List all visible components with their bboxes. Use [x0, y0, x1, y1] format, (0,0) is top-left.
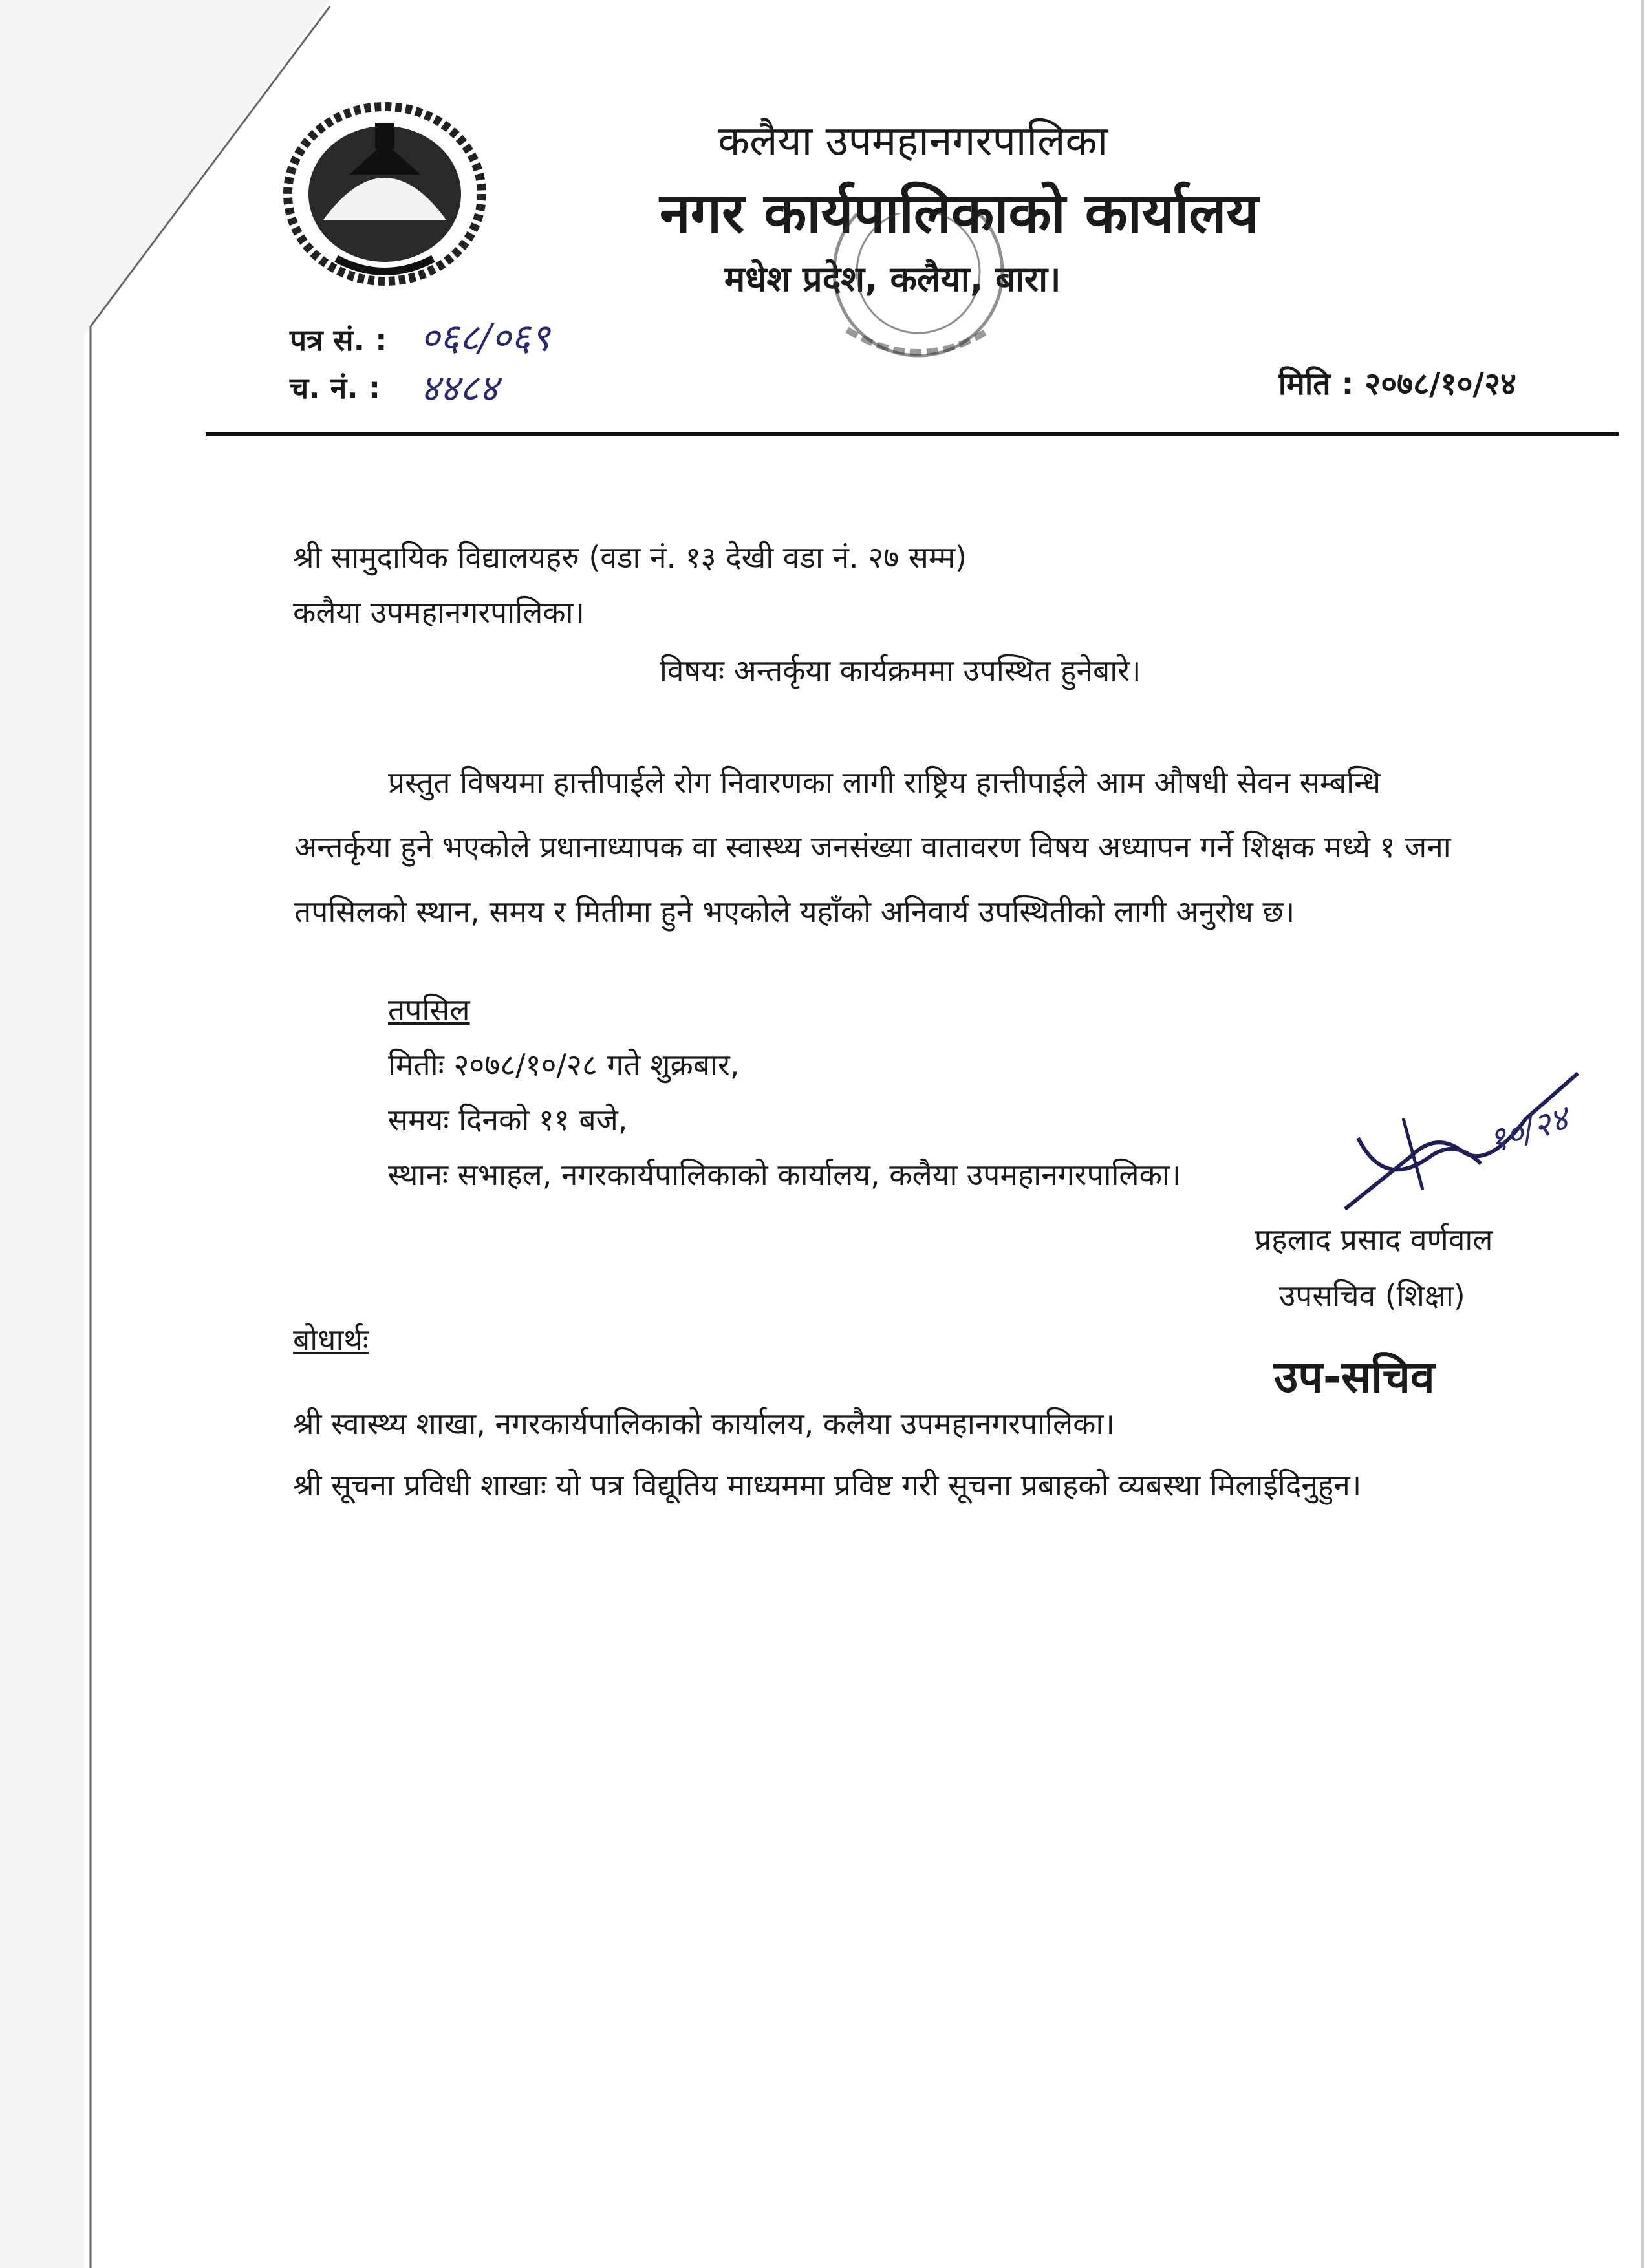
letter-no-label: पत्र सं. :	[290, 323, 387, 358]
body-line-2: अन्तर्कृया हुने भएकोले प्रधानाध्यापक वा स्वास्थ्य जनसंख्या वातावरण विषय अध्यापन गर्ने शिक्षक मध्ये १ जना	[294, 829, 1451, 864]
date-value: २०७८/१०/२४	[1364, 366, 1516, 402]
body-line-1: प्रस्तुत विषयमा हात्तीपाईले रोग निवारणका लागी राष्ट्रिय हात्तीपाईले आम औषधी सेवन सम्बन्धि	[388, 765, 1381, 800]
cc-heading: बोधार्थः	[293, 1322, 369, 1357]
header-office: नगर कार्यपालिकाको कार्यालय	[660, 181, 1259, 246]
handwritten-signature	[1332, 1060, 1604, 1228]
signatory-title-stamp: उप-सचिव	[1274, 1352, 1435, 1403]
date-label: मिति :	[1278, 366, 1354, 402]
header-municipality: कलैया उपमहानगरपालिका	[718, 118, 1108, 166]
recipient-line-2: कलैया उपमहानगरपालिका।	[293, 595, 585, 630]
header-divider	[206, 432, 1619, 436]
letter-date	[1278, 362, 1516, 404]
details-heading: तपसिल	[388, 992, 470, 1027]
signatory-designation: उपसचिव (शिक्षा)	[1279, 1278, 1465, 1313]
header-address: मधेश प्रदेश, कलैया, बारा।	[724, 259, 1061, 299]
signature-date-note: १०/२४	[1483, 1098, 1573, 1161]
dispatch-no-value: ४४८४	[420, 366, 499, 410]
cc-line-2: श्री सूचना प्रविधी शाखाः यो पत्र विद्यूतिय माध्यममा प्रविष्ट गरी सूचना प्रबाहको व्यबस्था मिलाईदिनुहुन।	[293, 1468, 1362, 1503]
details-date: मितीः २०७८/१०/२८ गते शुक्रबार,	[388, 1047, 740, 1082]
body-paragraph	[294, 750, 1542, 944]
letter-no-value: ०६८/०६९	[420, 316, 550, 359]
cc-line-1: श्री स्वास्थ्य शाखा, नगरकार्यपालिकाको कार्यालय, कलैया उपमहानगरपालिका।	[293, 1406, 1115, 1441]
body-line-3: तपसिलको स्थान, समय र मितीमा हुने भएकोले यहाँको अनिवार्य उपस्थितीको लागी अनुरोध छ।	[294, 894, 1295, 929]
recipient-line-1: श्री सामुदायिक विद्यालयहरु (वडा नं. १३ देखी वडा नं. २७ सम्म)	[293, 540, 967, 575]
government-emblem-icon	[278, 97, 491, 291]
signatory-name: प्रहलाद प्रसाद वर्णवाल	[1255, 1222, 1493, 1257]
office-seal-stamp	[770, 213, 1054, 388]
dispatch-no-label: च. नं. :	[290, 370, 381, 405]
details-place: स्थानः सभाहल, नगरकार्यपालिकाको कार्यालय, कलैया उपमहानगरपालिका।	[388, 1157, 1181, 1192]
subject-line: विषयः अन्तर्कृया कार्यक्रममा उपस्थित हुनेबारे।	[660, 653, 1141, 688]
details-time: समयः दिनको ११ बजे,	[388, 1102, 628, 1137]
